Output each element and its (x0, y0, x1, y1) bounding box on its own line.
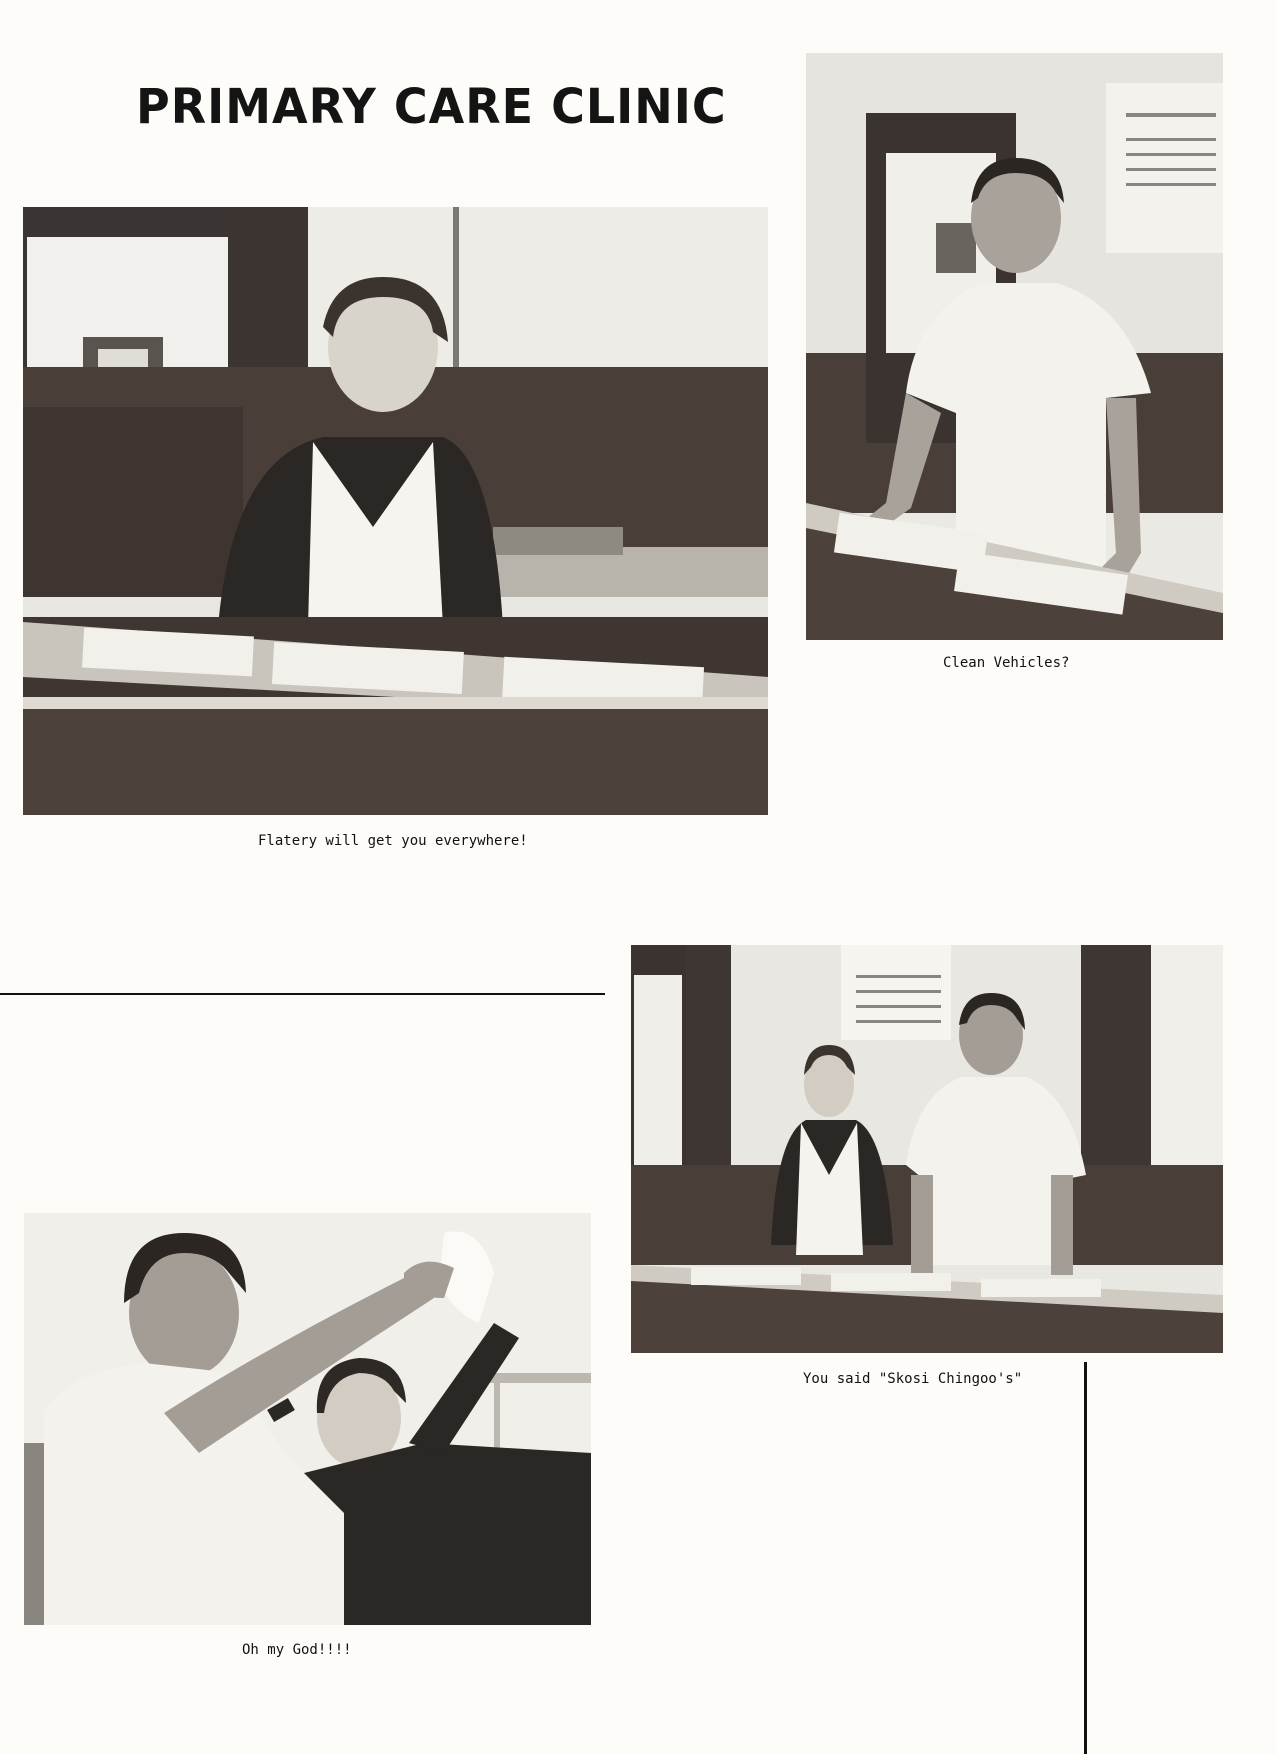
photo-examining-xray (24, 1213, 591, 1625)
page-title: PRIMARY CARE CLINIC (136, 78, 727, 135)
photo-clerk-standing (806, 53, 1223, 640)
photo-caption: Clean Vehicles? (943, 655, 1070, 671)
photo-staff-pair (631, 945, 1223, 1353)
photo-caption: Oh my God!!!! (242, 1642, 352, 1658)
divider-vertical (1084, 1362, 1087, 1754)
photo-caption: Flatery will get you everywhere! (258, 833, 528, 849)
divider-horizontal (0, 993, 605, 995)
photo-receptionist-at-counter (23, 207, 768, 815)
photo-caption: You said "Skosi Chingoo's" (803, 1371, 1023, 1387)
